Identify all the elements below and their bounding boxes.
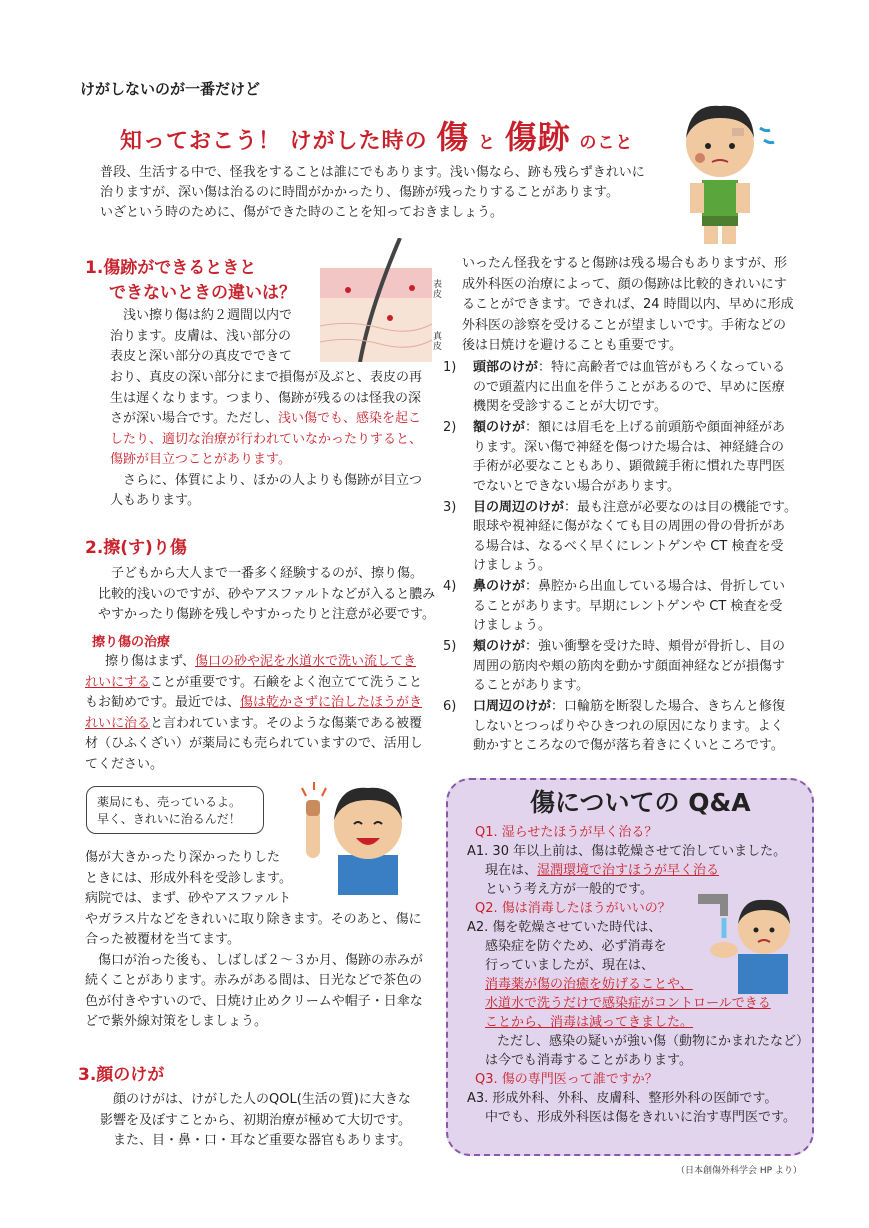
list-item-body: [473, 637, 785, 696]
list-item-line: [473, 517, 797, 537]
text-line: 病院では、まず、砂やアスファルト: [85, 891, 292, 906]
list-item-line: [473, 397, 785, 417]
list-item-text: 手術が必要なこともあり、顕微鏡手術に慣れた専門医: [473, 459, 786, 474]
text-line: 傷口が治った後も、しばしば２〜３か月、傷跡の赤みが: [98, 952, 424, 968]
title-part-b: 傷: [436, 118, 470, 156]
list-item-text: 機関を受診することが大切です。: [473, 399, 667, 414]
list-item-line: [473, 537, 797, 557]
list-item: [443, 498, 798, 576]
list-item-label: 鼻のけが: [473, 579, 526, 594]
text-line: また、目・鼻・口・耳など重要な器官もあります。: [113, 1133, 411, 1148]
list-item-line: [473, 498, 797, 518]
text-line: [85, 652, 430, 673]
list-item-line: [473, 676, 785, 696]
title-part-a: 知っておこう！ けがした時の: [120, 129, 428, 154]
underlined-text: ことから、消毒は減ってきました。: [485, 1015, 694, 1030]
warning-text: 浅い傷でも、感染を起こ: [277, 411, 421, 426]
list-item-line: [473, 597, 785, 617]
text-line: 顔のけがは、けがした人のQOL(生活の質)に大きな: [113, 1092, 411, 1107]
text-line: 人もあります。: [110, 493, 200, 508]
text-line: 浅い擦り傷は約２週間以内で: [123, 308, 293, 323]
section-2-heading: 2.擦(す)り傷: [85, 538, 187, 558]
text-line: ることができます。できれば、24 時間以内、早めに形成: [462, 297, 794, 312]
intro-line: いざという時のために、傷ができた時のことを知っておきましょう。: [100, 205, 504, 220]
list-item-number: 3): [443, 499, 457, 515]
text-line: 生は遅くなります。つまり、傷跡が残るのは怪我の深: [110, 390, 421, 406]
list-item-label: 額のけが: [473, 420, 526, 435]
face-injury-list: [443, 358, 798, 757]
text-line: 続くことがあります。赤みがある間は、日光などで茶色の: [85, 973, 422, 988]
underlined-text: 傷口の砂や泥を水道水で洗い流してき: [194, 654, 416, 669]
list-item-line: [473, 616, 785, 636]
underlined-text: れいに治る: [85, 715, 151, 731]
answer-line: 行っていましたが、現在は、: [485, 958, 655, 973]
underlined-text: 水道水で洗うだけで感染症がコントロールできる: [485, 996, 771, 1011]
list-item-body: [473, 577, 785, 636]
list-item-body: [473, 498, 797, 576]
answer-line: は今でも消毒することがあります。: [485, 1053, 692, 1068]
list-item-line: [473, 697, 785, 717]
list-item-text: 周囲の筋肉や頬の筋肉を動かす顔面神経などが損傷す: [473, 658, 786, 674]
list-item-text: ります。深い傷で神経を傷つけた場合は、神経縫合の: [473, 439, 784, 455]
underlined-text: 消毒薬が傷の治癒を妨げることや、: [485, 977, 693, 992]
kicker-text: けがしないのが一番だけど: [80, 80, 261, 98]
text-line: [85, 673, 430, 694]
list-item-label: 口周辺のけが: [473, 699, 552, 714]
list-item-text: しないとつっぱりやひきつれの原因になります。よく: [473, 718, 784, 734]
list-item: [443, 577, 798, 636]
text-line: 材（ひふくざい）が薬局にも売られていますので、活用し: [85, 736, 423, 751]
section-1-heading-line: 1.傷跡ができるときと: [85, 258, 257, 278]
list-item-line: [473, 577, 785, 597]
text-line: 比較的浅いのですが、砂やアスファルトなどが入ると膿み: [98, 586, 436, 602]
bubble-line: 早く、きれいに治るんだ！: [97, 812, 241, 826]
answer-line: 中でも、形成外科医は傷をきれいに治す専門医です。: [485, 1110, 796, 1125]
text-span: と言われています。そのような傷薬である被覆: [150, 715, 422, 731]
question: Q3. 傷の専門医って誰ですか？: [475, 1072, 658, 1087]
answer-line: [467, 861, 812, 880]
list-item-number: 2): [443, 420, 457, 435]
answer-line: という考え方が一般的です。: [485, 882, 653, 897]
page-title: [120, 112, 633, 158]
title-part-c: と: [478, 133, 497, 153]
answer-line: 感染症を防ぐため、必ず消毒を: [485, 939, 667, 954]
skin-label-bottom: 真皮: [433, 332, 443, 352]
text-line: やガラス片などをきれいに取り除きます。そのあと、傷に: [85, 911, 422, 927]
list-item-line: [473, 418, 785, 438]
text-line: 治ります。皮膚は、浅い部分の: [110, 328, 291, 344]
speech-bubble: [86, 786, 264, 834]
list-item-text: る場合は、なるべく早くにレントゲンや CT 検査を受: [473, 538, 784, 554]
list-item-text: ：鼻腔から出血している場合は、骨折してい: [525, 579, 786, 594]
text-line: 後は日焼けを避けることも重要です。: [462, 338, 682, 353]
list-item: [443, 697, 798, 756]
text-line: 色が付きやすいので、日焼け止めクリームや帽子・日傘な: [85, 993, 423, 1009]
list-item-body: [473, 697, 785, 756]
section-2-treatment-text: [85, 652, 430, 775]
text-span: 擦り傷はまず、: [105, 654, 195, 669]
bubble-line: 薬局にも、売っているよ。: [97, 795, 242, 809]
list-item-text: ：強い衝撃を受けた時、頬骨が骨折し、目の: [525, 639, 786, 654]
text-line: 合った被覆材を当てます。: [85, 932, 240, 947]
answer-line: A1. 30 年以上前は、傷は乾燥させて治していました。: [467, 844, 787, 859]
text-line: てください。: [85, 756, 164, 772]
list-item: [443, 637, 798, 696]
list-item-text: けましょう。: [473, 558, 552, 573]
list-item-line: [473, 457, 785, 477]
list-item-text: ：特に高齢者では血管がもろくなっている: [538, 360, 786, 375]
intro-line: 普段、生活する中で、怪我をすることは誰にでもあります。浅い傷なら、跡も残らずきれいに: [100, 165, 645, 180]
section-3-text: [100, 1090, 435, 1152]
intro-line: 治りますが、深い傷は治るのに時間がかかったり、傷跡が残ったりすることがあります。: [100, 185, 619, 200]
list-item-text: ：口輪筋を断裂した場合、きちんと修復: [551, 699, 786, 714]
section-2-after-text: [85, 848, 430, 1033]
list-item-line: [473, 657, 785, 677]
list-item-text: ることがあります。早期にレントゲンや CT 検査を受: [473, 598, 783, 614]
text-line: おり、真皮の深い部分にまで損傷が及ぶと、表皮の再: [110, 370, 423, 385]
warning-text: 傷跡が目立つことがあります。: [110, 452, 291, 467]
text-line: やすかったり傷跡を残しやすかったりと注意が必要です。: [98, 607, 435, 622]
answer-line: A2. 傷を乾燥させていた時代は、: [467, 920, 662, 935]
text-line: さらに、体質により、ほかの人よりも傷跡が目立つ: [123, 472, 423, 488]
list-item-text: 動かすところなので傷が落ち着きにくいところです。: [473, 738, 784, 753]
list-item-label: 頭部のけが: [473, 360, 539, 375]
list-item-text: 眼球や視神経に傷がなくても目の周囲の骨の骨折があ: [473, 519, 786, 534]
intro-text: [100, 163, 660, 223]
list-item-line: [473, 477, 785, 497]
section-3-heading: 3.顔のけが: [78, 1065, 165, 1085]
list-item-text: ：最も注意が必要なのは目の機能です。: [564, 499, 797, 515]
list-item-line: [473, 438, 785, 458]
text-span: もお勧めです。最近では、: [85, 695, 240, 710]
question: Q1. 湿らせたほうが早く治る？: [475, 825, 658, 840]
section-1-text-narrow: [110, 306, 310, 368]
list-item-text: けましょう。: [473, 618, 552, 633]
face-injury-intro: [462, 254, 800, 357]
text-line: 傷が大きかったり深かったりした: [85, 850, 281, 865]
underlined-text: 湿潤環境で治すほうが早く治る: [537, 863, 720, 878]
text-line: どで紫外線対策をしましょう。: [85, 1014, 268, 1029]
list-item-line: [473, 556, 797, 576]
answer-line: ただし、感染の疑いが強い傷（動物にかまれたなど）: [497, 1034, 810, 1049]
source-credit: （日本創傷外科学会 HP より）: [676, 1166, 802, 1176]
list-item-body: [473, 358, 785, 417]
title-part-d: 傷跡: [504, 118, 571, 156]
list-item-line: [473, 637, 785, 657]
skin-label-top: 表皮: [433, 280, 443, 300]
text-line: ときには、形成外科を受診します。: [85, 870, 292, 886]
text-line: 表皮と深い部分の真皮でできて: [110, 349, 293, 364]
list-item-number: 1): [443, 360, 457, 375]
text-line: 外科医の診察を受けることが望ましいです。手術などの: [462, 317, 786, 333]
list-item-text: でないとできない場合があります。: [473, 478, 680, 494]
list-item-number: 6): [443, 699, 457, 714]
section-2-text: [98, 564, 438, 626]
list-item-line: [473, 378, 785, 398]
answer-line: A3. 形成外科、外科、皮膚科、整形外科の医師です。: [467, 1091, 778, 1106]
injured-boy-illustration: [660, 88, 780, 248]
text-line: 成外科医の治療によって、顔の傷跡は比較的きれいにす: [462, 276, 787, 292]
text-span: さが深い場合です。ただし、: [110, 411, 278, 426]
list-item-text: ので頭蓋内に出血を伴うことがあるので、早めに医療: [473, 379, 785, 395]
list-item-text: ることがあります。: [473, 678, 589, 693]
text-line: [85, 714, 430, 735]
list-item-body: [473, 418, 785, 496]
list-item-line: [473, 736, 785, 756]
list-item-line: [473, 717, 785, 737]
text-line: [85, 693, 430, 714]
text-span: ことが重要です。石鹸をよく泡立てて洗うこと: [150, 674, 422, 690]
qa-title: 傷についての Q&A: [530, 788, 751, 817]
text-line: 子どもから大人まで一番多く経験するのが、擦り傷。: [111, 566, 424, 581]
list-item-text: ：額には眉毛を上げる前頭筋や顔面神経があ: [525, 420, 786, 435]
text-line: いったん怪我をすると傷跡は残る場合もありますが、形: [462, 256, 788, 271]
text-span: 現在は、: [485, 863, 538, 878]
underlined-text: れいにする: [85, 674, 151, 690]
qa-content: [467, 823, 812, 1127]
text-line: 影響を及ぼすことから、初期治療が極めて大切です。: [100, 1112, 411, 1128]
question: Q2. 傷は消毒したほうがいいの？: [475, 901, 671, 916]
title-part-e: のこと: [579, 133, 634, 153]
list-item: [443, 358, 798, 417]
section-1-text: [110, 368, 440, 512]
warning-text: したり、適切な治療が行われていなかったりすると、: [110, 431, 423, 447]
list-item: [443, 418, 798, 496]
section-1-heading-line: できないときの違いは？: [109, 283, 296, 303]
text-line: [110, 409, 440, 430]
skin-diagram-illustration: [320, 238, 432, 362]
list-item-number: 4): [443, 579, 457, 594]
list-item-number: 5): [443, 639, 457, 654]
underlined-text: 傷は乾かさずに治したほうがき: [239, 695, 422, 710]
section-2-subheading: 擦り傷の治療: [92, 635, 171, 650]
list-item-label: 目の周辺のけが: [473, 499, 565, 515]
list-item-line: [473, 358, 785, 378]
list-item-label: 頬のけが: [473, 639, 526, 654]
